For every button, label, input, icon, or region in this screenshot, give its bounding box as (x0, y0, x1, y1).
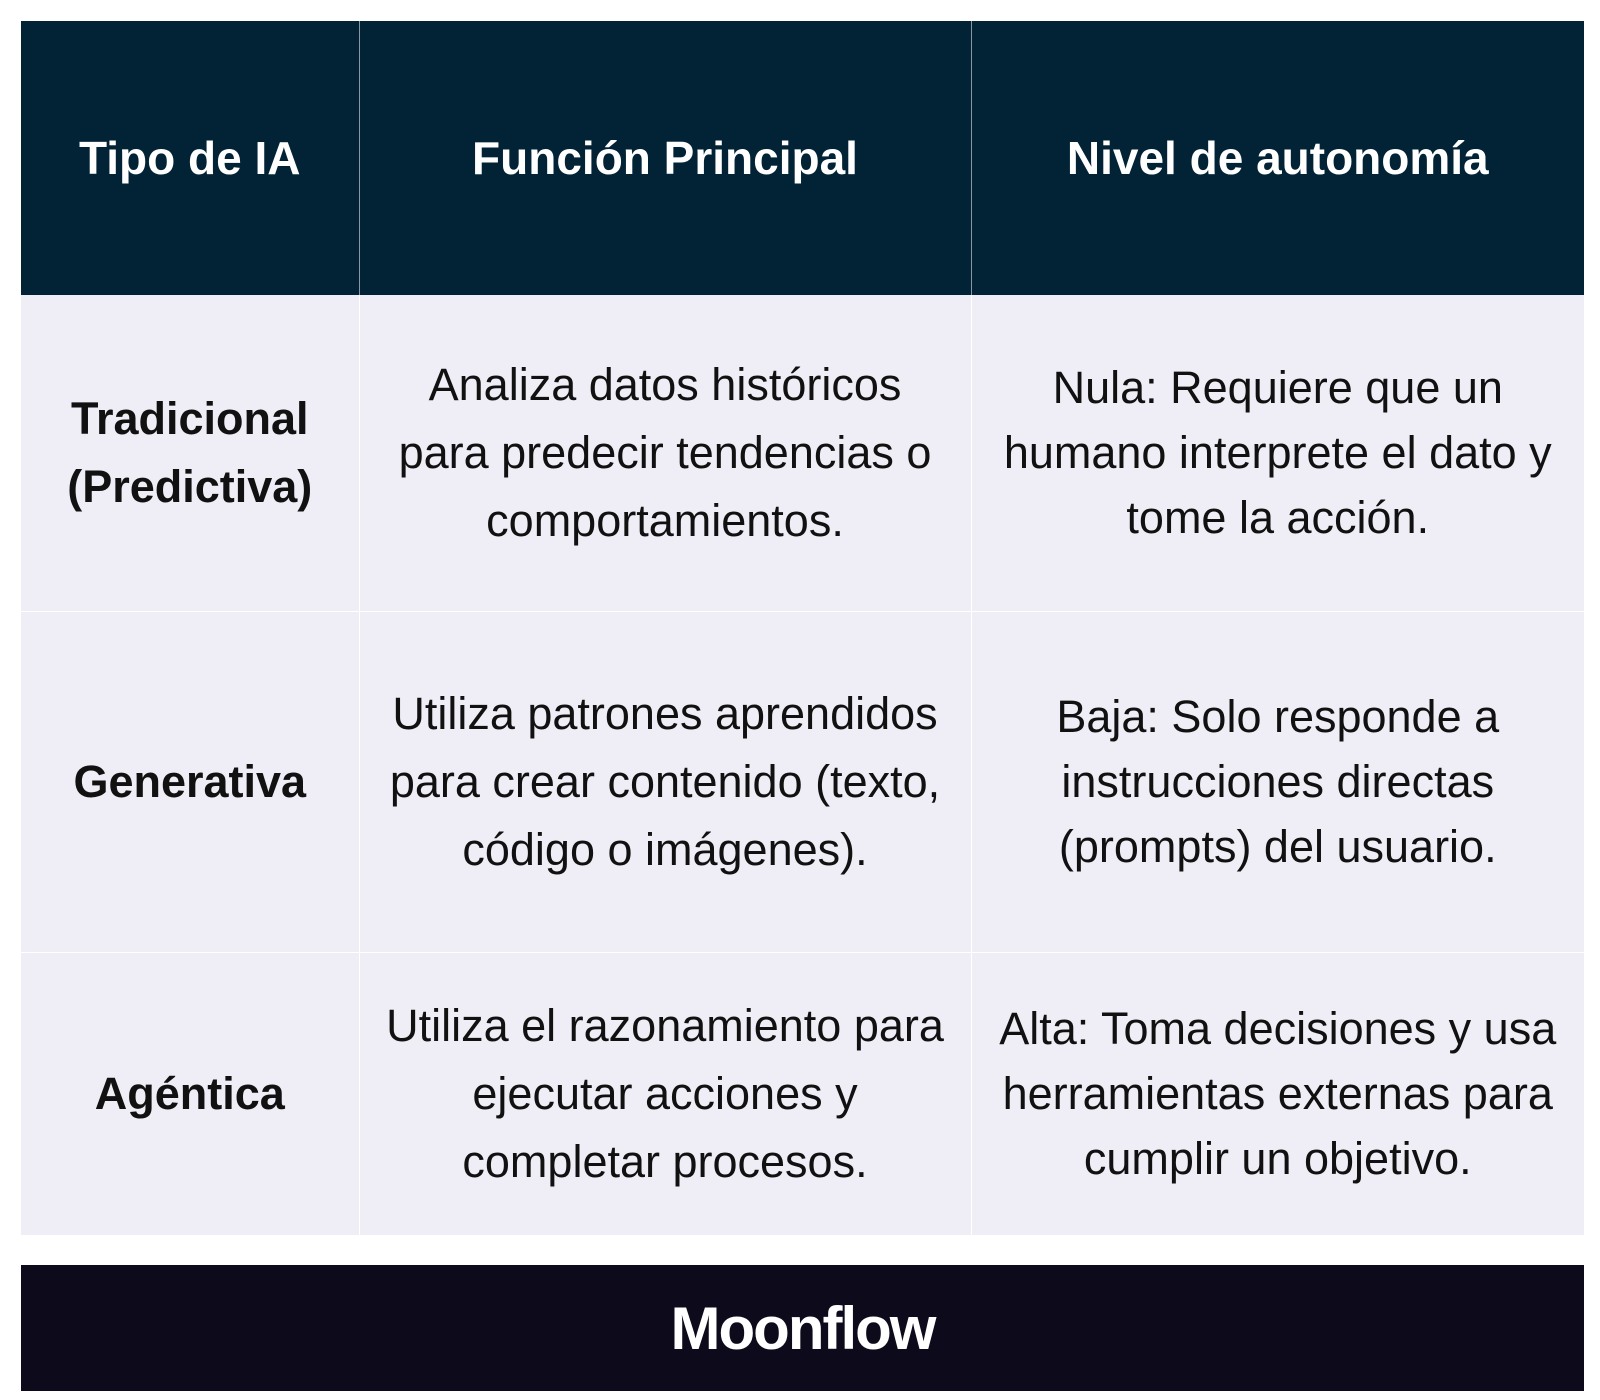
header-row (21, 21, 1584, 295)
brand-footer (21, 1265, 1584, 1391)
table-body (21, 295, 1584, 1235)
row-function-cell: Utiliza el razonamiento para ejecutar acciones y completar procesos. (359, 952, 971, 1235)
row-autonomy-cell: Alta: Toma decisiones y usa herramientas externas para cumplir un objetivo. (971, 952, 1584, 1235)
brand-logo: Moonflow (670, 1294, 935, 1362)
table-row (21, 952, 1584, 1235)
header-type: Tipo de IA (21, 21, 359, 295)
header-function: Función Principal (359, 21, 971, 295)
table-header (21, 21, 1584, 295)
comparison-table-container (21, 21, 1584, 1235)
ai-types-table (21, 21, 1584, 1235)
row-autonomy-cell: Nula: Requiere que un humano interprete el dato y tome la acción. (971, 295, 1584, 611)
header-autonomy: Nivel de autonomía (971, 21, 1584, 295)
row-function-cell: Analiza datos históricos para predecir tendencias o comportamientos. (359, 295, 971, 611)
table-row (21, 295, 1584, 611)
row-function-cell: Utiliza patrones aprendidos para crear contenido (texto, código o imágenes). (359, 611, 971, 952)
row-autonomy-cell: Baja: Solo responde a instrucciones directas (prompts) del usuario. (971, 611, 1584, 952)
row-type-cell: Tradicional (Predictiva) (21, 295, 359, 611)
row-type-cell: Agéntica (21, 952, 359, 1235)
row-type-cell: Generativa (21, 611, 359, 952)
table-row (21, 611, 1584, 952)
